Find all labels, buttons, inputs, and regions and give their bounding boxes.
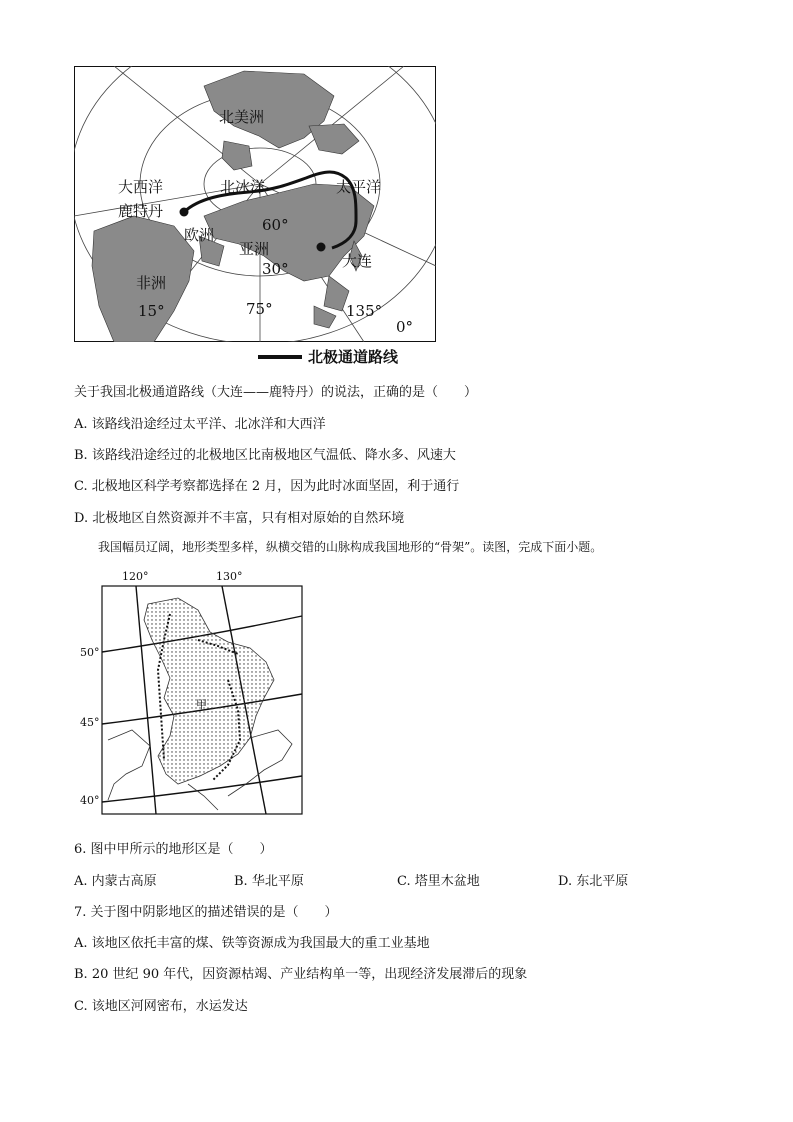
q5-stem: 关于我国北极通道路线（大连——鹿特丹）的说法，正确的是（ ） bbox=[74, 385, 478, 400]
q6-option-b: B. 华北平原 bbox=[234, 874, 304, 889]
label-rotterdam: 鹿特丹 bbox=[118, 202, 164, 220]
northeast-china-map bbox=[78, 570, 310, 820]
label-europe: 欧洲 bbox=[184, 226, 215, 244]
q7-option-b: B. 20 世纪 90 年代，因资源枯竭、产业结构单一等，出现经济发展滞后的现象 bbox=[74, 967, 528, 982]
label-pacific: 太平洋 bbox=[336, 178, 382, 196]
q5-option-c: C. 北极地区科学考察都选择在 2 月，因为此时冰面坚固，利于通行 bbox=[74, 479, 460, 494]
label-lat30: 30° bbox=[262, 260, 289, 278]
label-lat60: 60° bbox=[262, 216, 289, 234]
label-lat50: 50° bbox=[80, 646, 100, 659]
label-lat0: 0° bbox=[396, 318, 414, 336]
label-asia: 亚洲 bbox=[239, 240, 270, 258]
legend-text: 北极通道路线 bbox=[308, 348, 399, 366]
map-legend bbox=[258, 346, 398, 367]
label-lon120: 120° bbox=[122, 570, 149, 583]
label-lon75: 75° bbox=[246, 300, 273, 318]
label-lat40: 40° bbox=[80, 794, 100, 807]
arctic-route-map bbox=[74, 66, 436, 342]
q7-option-a: A. 该地区依托丰富的煤、铁等资源成为我国最大的重工业基地 bbox=[74, 936, 430, 951]
q5-option-b: B. 该路线沿途经过的北极地区比南极地区气温低、降水多、风速大 bbox=[74, 448, 456, 463]
label-atlantic: 大西洋 bbox=[118, 178, 164, 196]
q6-stem: 6. 图中甲所示的地形区是（ ） bbox=[74, 842, 273, 857]
label-lon135: 135° bbox=[346, 302, 383, 320]
label-jia: 甲 bbox=[196, 698, 207, 711]
label-north-america: 北美洲 bbox=[219, 108, 265, 126]
label-lon130: 130° bbox=[216, 570, 243, 583]
q7-option-c: C. 该地区河网密布，水运发达 bbox=[74, 999, 248, 1014]
intro-paragraph: 我国幅员辽阔，地形类型多样，纵横交错的山脉构成我国地形的“骨架”。读图，完成下面小题。 bbox=[98, 540, 603, 554]
q5-option-a: A. 该路线沿途经过太平洋、北冰洋和大西洋 bbox=[74, 417, 326, 432]
label-arctic: 北冰洋 bbox=[220, 178, 266, 196]
label-lon15: 15° bbox=[138, 302, 165, 320]
northeast-china-map-graphic bbox=[78, 570, 310, 820]
q6-option-a: A. 内蒙古高原 bbox=[74, 874, 157, 889]
legend-line-swatch bbox=[258, 355, 302, 359]
q5-option-d: D. 北极地区自然资源并不丰富，只有相对原始的自然环境 bbox=[74, 511, 405, 526]
q7-stem: 7. 关于图中阴影地区的描述错误的是（ ） bbox=[74, 905, 338, 920]
label-lat45: 45° bbox=[80, 716, 100, 729]
q6-option-c: C. 塔里木盆地 bbox=[397, 874, 480, 889]
label-dalian: 大连 bbox=[342, 252, 373, 270]
label-africa: 非洲 bbox=[136, 274, 167, 292]
q6-option-d: D. 东北平原 bbox=[558, 874, 629, 889]
